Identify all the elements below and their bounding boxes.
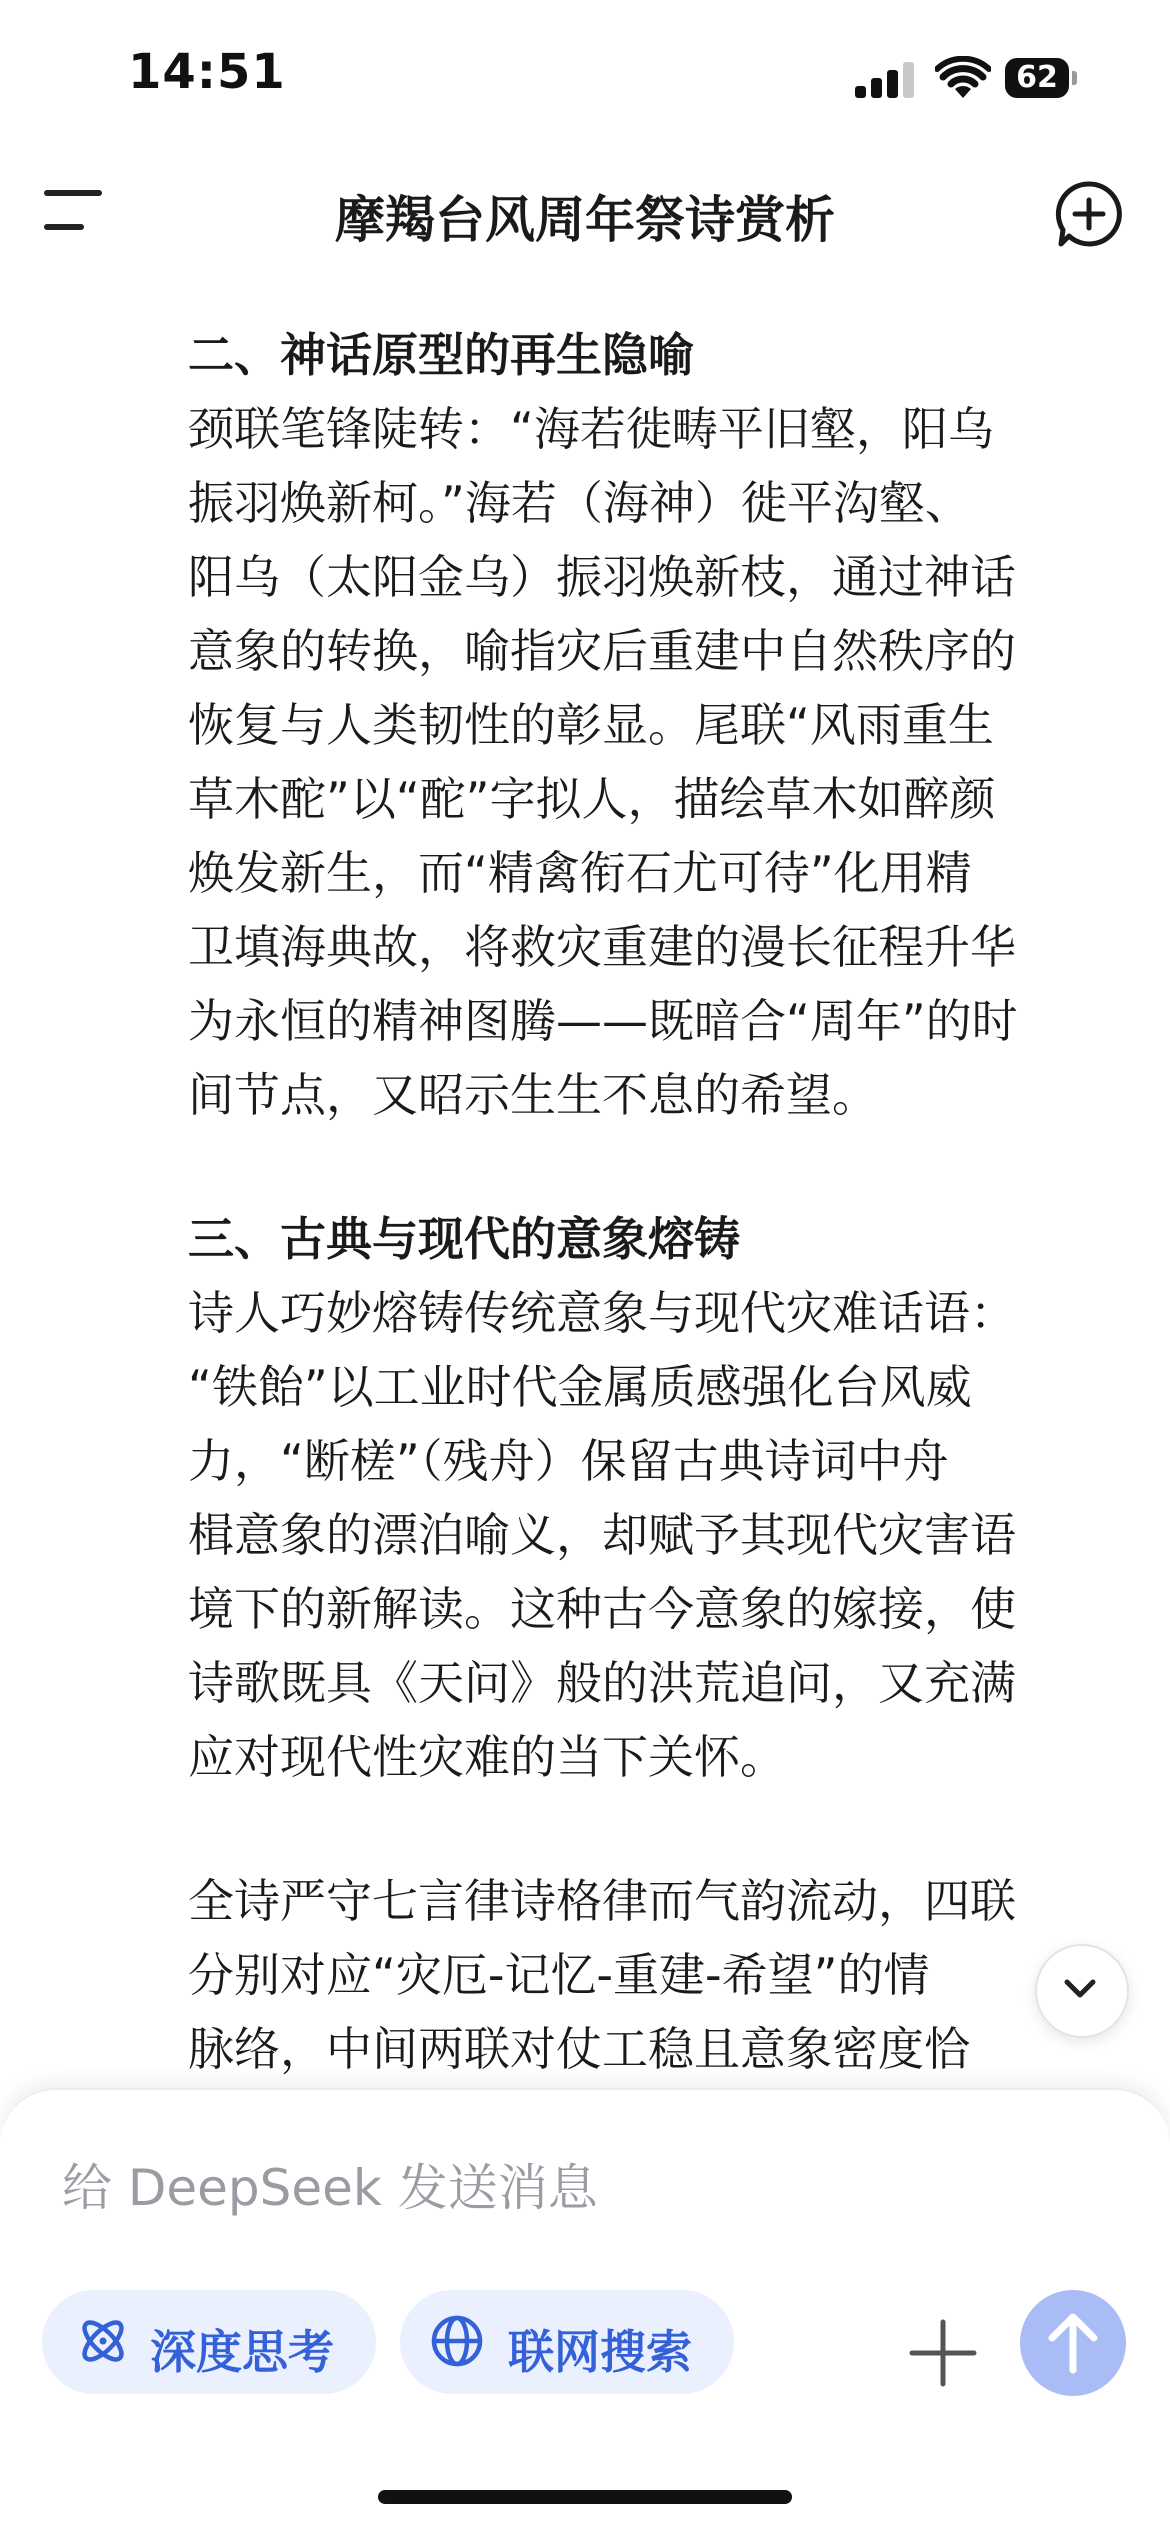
section-body-imagery (188, 1276, 1138, 1794)
text-line: 恢复与人类韧性的彰显。尾联“风雨重生 (188, 698, 994, 752)
deep-think-label: 深度思考 (150, 2325, 334, 2379)
atom-icon (76, 2314, 130, 2368)
new-chat-icon[interactable] (1055, 180, 1123, 248)
text-line: 颈联笔锋陡转：“海若徙畴平旧壑，阳乌 (188, 402, 994, 456)
home-indicator (378, 2490, 792, 2504)
page-title: 摩羯台风周年祭诗赏析 (335, 191, 835, 249)
chevron-down-icon (1035, 1944, 1125, 2034)
cellular-signal-icon (855, 62, 917, 98)
chat-header (0, 160, 1170, 260)
text-line: 间节点，又昭示生生不息的希望。 (188, 1068, 878, 1122)
text-line: 诗人巧妙熔铸传统意象与现代灾难话语： (188, 1286, 1016, 1340)
wifi-icon (935, 56, 991, 100)
assistant-response (188, 318, 1138, 2086)
battery-level: 62 (1016, 60, 1058, 95)
arrow-up-icon (1020, 2290, 1126, 2396)
message-input[interactable]: 给 DeepSeek 发送消息 (62, 2159, 598, 2217)
text-line: 诗歌既具《天问》般的洪荒追问，又充满 (188, 1656, 1016, 1710)
status-bar (0, 0, 1170, 150)
text-line: 振羽焕新柯。”海若（海神）徙平沟壑、 (188, 476, 971, 530)
send-button[interactable] (1020, 2290, 1126, 2396)
section-heading-mythology: 二、神话原型的再生隐喻 (188, 328, 694, 382)
text-line: 全诗严守七言律诗格律而气韵流动，四联 (188, 1874, 1016, 1928)
text-line: 力，“断槎”（残舟）保留古典诗词中舟 (188, 1434, 949, 1488)
text-line: 为永恒的精神图腾——既暗合“周年”的时 (188, 994, 1018, 1048)
globe-icon (430, 2314, 484, 2368)
attach-plus-icon[interactable] (906, 2316, 980, 2390)
text-line: 境下的新解读。这种古今意象的嫁接，使 (188, 1582, 1016, 1636)
text-line: 楫意象的漂泊喻义，却赋予其现代灾害语 (188, 1508, 1016, 1562)
text-line: 焕发新生，而“精禽衔石尤可待”化用精 (188, 846, 972, 900)
text-line: 应对现代性灾难的当下关怀。 (188, 1730, 786, 1784)
status-time: 14:51 (128, 44, 286, 100)
text-line: “铁飴”以工业时代金属质感强化台风威 (188, 1360, 972, 1414)
text-line: 草木酡”以“酡”字拟人，描绘草木如醉颜 (188, 772, 996, 826)
scroll-to-bottom-button[interactable] (1035, 1944, 1129, 2038)
text-line: 卫填海典故，将救灾重建的漫长征程升华 (188, 920, 1016, 974)
web-search-label: 联网搜索 (508, 2325, 692, 2379)
menu-icon[interactable] (44, 186, 104, 234)
battery-icon (1005, 58, 1077, 98)
section-heading-imagery: 三、古典与现代的意象熔铸 (188, 1212, 740, 1266)
text-line: 脉络，中间两联对仗工稳且意象密度恰 (188, 2022, 970, 2076)
text-line: 阳乌（太阳金乌）振羽焕新枝，通过神话 (188, 550, 1016, 604)
section-body-mythology (188, 392, 1138, 1132)
deep-think-button[interactable] (42, 2290, 376, 2394)
section-body-summary (188, 1864, 1138, 2086)
web-search-button[interactable] (400, 2290, 734, 2394)
text-line: 意象的转换，喻指灾后重建中自然秩序的 (188, 624, 1016, 678)
message-composer (0, 2088, 1170, 2534)
text-line: 分别对应“灾厄-记忆-重建-希望”的情 (188, 1948, 930, 2002)
